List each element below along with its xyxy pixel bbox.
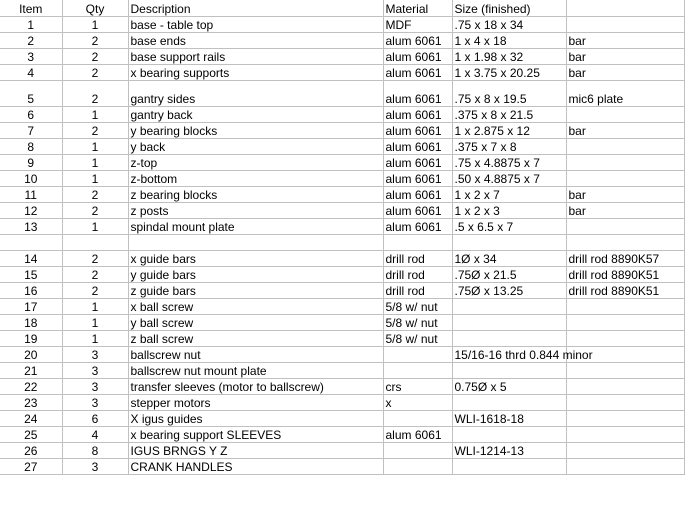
table-row: [0, 202, 684, 218]
empty-cell[interactable]: [383, 234, 452, 250]
size-cell[interactable]: [452, 314, 566, 330]
size-cell[interactable]: .75Ø x 21.5: [452, 266, 566, 282]
table-row: [0, 394, 684, 410]
item-cell[interactable]: 6: [0, 106, 62, 122]
size-cell[interactable]: .5 x 6.5 x 7: [452, 218, 566, 234]
note-cell[interactable]: [566, 442, 684, 458]
material-cell[interactable]: alum 6061: [383, 32, 452, 48]
item-cell[interactable]: 27: [0, 458, 62, 474]
description-cell[interactable]: gantry back: [128, 106, 383, 122]
description-cell[interactable]: y ball screw: [128, 314, 383, 330]
item-cell[interactable]: 9: [0, 154, 62, 170]
material-cell[interactable]: alum 6061: [383, 48, 452, 64]
material-cell[interactable]: drill rod: [383, 282, 452, 298]
table-row: [0, 442, 684, 458]
size-cell[interactable]: 1 x 3.75 x 20.25: [452, 64, 566, 80]
note-cell[interactable]: [566, 330, 684, 346]
header-row: [0, 0, 684, 16]
description-cell[interactable]: gantry sides: [128, 80, 383, 106]
size-cell[interactable]: .75 x 8 x 19.5: [452, 80, 566, 106]
material-cell[interactable]: [383, 442, 452, 458]
description-cell[interactable]: base ends: [128, 32, 383, 48]
column-header-note[interactable]: [566, 0, 684, 16]
note-cell[interactable]: [566, 298, 684, 314]
qty-cell[interactable]: 3: [62, 378, 128, 394]
size-cell[interactable]: 1 x 2 x 7: [452, 186, 566, 202]
table-row: [0, 410, 684, 426]
note-cell[interactable]: [566, 378, 684, 394]
qty-cell[interactable]: 1: [62, 16, 128, 32]
description-cell[interactable]: ballscrew nut: [128, 346, 383, 362]
description-cell[interactable]: x guide bars: [128, 250, 383, 266]
qty-cell[interactable]: 8: [62, 442, 128, 458]
table-row: [0, 378, 684, 394]
material-cell[interactable]: alum 6061: [383, 170, 452, 186]
description-cell[interactable]: ballscrew nut mount plate: [128, 362, 383, 378]
column-header-size[interactable]: Size (finished): [452, 0, 566, 16]
size-cell[interactable]: [452, 298, 566, 314]
description-cell[interactable]: z-top: [128, 154, 383, 170]
table-row: [0, 362, 684, 378]
note-cell[interactable]: [566, 138, 684, 154]
item-cell[interactable]: 14: [0, 250, 62, 266]
material-cell[interactable]: x: [383, 394, 452, 410]
size-cell[interactable]: [452, 394, 566, 410]
size-cell[interactable]: WLI-1214-13: [452, 442, 566, 458]
description-cell[interactable]: z bearing blocks: [128, 186, 383, 202]
qty-cell[interactable]: 2: [62, 202, 128, 218]
qty-cell[interactable]: 1: [62, 170, 128, 186]
material-cell[interactable]: [383, 362, 452, 378]
table-row: [0, 122, 684, 138]
material-cell[interactable]: alum 6061: [383, 154, 452, 170]
qty-cell[interactable]: 3: [62, 362, 128, 378]
size-cell[interactable]: .375 x 7 x 8: [452, 138, 566, 154]
item-cell[interactable]: 8: [0, 138, 62, 154]
description-cell[interactable]: z posts: [128, 202, 383, 218]
item-cell[interactable]: 3: [0, 48, 62, 64]
empty-cell[interactable]: [0, 234, 62, 250]
item-cell[interactable]: 18: [0, 314, 62, 330]
material-cell[interactable]: alum 6061: [383, 64, 452, 80]
size-cell[interactable]: 1Ø x 34: [452, 250, 566, 266]
table-row: [0, 48, 684, 64]
description-cell[interactable]: z-bottom: [128, 170, 383, 186]
material-cell[interactable]: crs: [383, 378, 452, 394]
description-cell[interactable]: X igus guides: [128, 410, 383, 426]
note-cell[interactable]: [566, 394, 684, 410]
table-row: [0, 250, 684, 266]
note-cell[interactable]: bar: [566, 202, 684, 218]
note-cell[interactable]: [566, 314, 684, 330]
item-cell[interactable]: 20: [0, 346, 62, 362]
description-cell[interactable]: transfer sleeves (motor to ballscrew): [128, 378, 383, 394]
size-cell[interactable]: .375 x 8 x 21.5: [452, 106, 566, 122]
qty-cell[interactable]: 1: [62, 138, 128, 154]
description-cell[interactable]: z guide bars: [128, 282, 383, 298]
size-cell[interactable]: .75Ø x 13.25: [452, 282, 566, 298]
description-cell[interactable]: CRANK HANDLES: [128, 458, 383, 474]
item-cell[interactable]: 24: [0, 410, 62, 426]
material-cell[interactable]: alum 6061: [383, 106, 452, 122]
table-row: [0, 282, 684, 298]
table-row: [0, 138, 684, 154]
material-cell[interactable]: drill rod: [383, 250, 452, 266]
material-cell[interactable]: alum 6061: [383, 426, 452, 442]
note-cell[interactable]: mic6 plate: [566, 80, 684, 106]
item-cell[interactable]: 23: [0, 394, 62, 410]
qty-cell[interactable]: 2: [62, 186, 128, 202]
material-cell[interactable]: alum 6061: [383, 80, 452, 106]
item-cell[interactable]: 15: [0, 266, 62, 282]
description-cell[interactable]: y bearing blocks: [128, 122, 383, 138]
description-cell[interactable]: IGUS BRNGS Y Z: [128, 442, 383, 458]
table-row: [0, 314, 684, 330]
column-header-description[interactable]: Description: [128, 0, 383, 16]
material-cell[interactable]: 5/8 w/ nut: [383, 298, 452, 314]
note-cell[interactable]: bar: [566, 122, 684, 138]
table-row: [0, 298, 684, 314]
note-cell[interactable]: [566, 154, 684, 170]
description-cell[interactable]: base - table top: [128, 16, 383, 32]
item-cell[interactable]: 19: [0, 330, 62, 346]
table-row: [0, 32, 684, 48]
note-cell[interactable]: drill rod 8890K51: [566, 282, 684, 298]
material-cell[interactable]: alum 6061: [383, 138, 452, 154]
note-cell[interactable]: drill rod 8890K57: [566, 250, 684, 266]
description-cell[interactable]: spindal mount plate: [128, 218, 383, 234]
item-cell[interactable]: 25: [0, 426, 62, 442]
item-cell[interactable]: 4: [0, 64, 62, 80]
description-cell[interactable]: z ball screw: [128, 330, 383, 346]
material-cell[interactable]: [383, 458, 452, 474]
empty-cell[interactable]: [452, 234, 566, 250]
table-row: [0, 80, 684, 106]
table-row: [0, 106, 684, 122]
qty-cell[interactable]: 1: [62, 314, 128, 330]
qty-cell[interactable]: 1: [62, 298, 128, 314]
size-cell[interactable]: [452, 426, 566, 442]
qty-cell[interactable]: 6: [62, 410, 128, 426]
size-cell[interactable]: .75 x 18 x 34: [452, 16, 566, 32]
size-cell[interactable]: 0.75Ø x 5: [452, 378, 566, 394]
note-cell[interactable]: drill rod 8890K51: [566, 266, 684, 282]
note-cell[interactable]: bar: [566, 64, 684, 80]
table-row: [0, 186, 684, 202]
item-cell[interactable]: 11: [0, 186, 62, 202]
size-cell[interactable]: 1 x 1.98 x 32: [452, 48, 566, 64]
description-cell[interactable]: x bearing support SLEEVES: [128, 426, 383, 442]
description-cell[interactable]: y back: [128, 138, 383, 154]
qty-cell[interactable]: 1: [62, 218, 128, 234]
item-cell[interactable]: 7: [0, 122, 62, 138]
item-cell[interactable]: 21: [0, 362, 62, 378]
qty-cell[interactable]: 2: [62, 250, 128, 266]
qty-cell[interactable]: 1: [62, 106, 128, 122]
size-cell[interactable]: 1 x 4 x 18: [452, 32, 566, 48]
material-cell[interactable]: drill rod: [383, 266, 452, 282]
material-cell[interactable]: 5/8 w/ nut: [383, 314, 452, 330]
size-cell[interactable]: .50 x 4.8875 x 7: [452, 170, 566, 186]
note-cell[interactable]: bar: [566, 32, 684, 48]
item-cell[interactable]: 13: [0, 218, 62, 234]
material-cell[interactable]: 5/8 w/ nut: [383, 330, 452, 346]
qty-cell[interactable]: 2: [62, 32, 128, 48]
qty-cell[interactable]: 2: [62, 282, 128, 298]
description-cell[interactable]: base support rails: [128, 48, 383, 64]
size-cell[interactable]: .75 x 4.8875 x 7: [452, 154, 566, 170]
qty-cell[interactable]: 2: [62, 48, 128, 64]
material-cell[interactable]: alum 6061: [383, 186, 452, 202]
qty-cell[interactable]: 1: [62, 154, 128, 170]
note-cell[interactable]: [566, 362, 684, 378]
item-cell[interactable]: 17: [0, 298, 62, 314]
column-header-item[interactable]: Item: [0, 0, 62, 16]
qty-cell[interactable]: 3: [62, 346, 128, 362]
size-cell[interactable]: [452, 458, 566, 474]
item-cell[interactable]: 16: [0, 282, 62, 298]
qty-cell[interactable]: 2: [62, 80, 128, 106]
material-cell[interactable]: [383, 410, 452, 426]
table-row: [0, 16, 684, 32]
empty-cell[interactable]: [128, 234, 383, 250]
item-cell[interactable]: 26: [0, 442, 62, 458]
item-cell[interactable]: 22: [0, 378, 62, 394]
note-cell[interactable]: [566, 458, 684, 474]
size-cell[interactable]: 1 x 2 x 3: [452, 202, 566, 218]
item-cell[interactable]: 1: [0, 16, 62, 32]
note-cell[interactable]: bar: [566, 186, 684, 202]
description-cell[interactable]: x bearing supports: [128, 64, 383, 80]
material-cell[interactable]: alum 6061: [383, 122, 452, 138]
note-cell[interactable]: [566, 106, 684, 122]
qty-cell[interactable]: 2: [62, 266, 128, 282]
size-cell[interactable]: [452, 362, 566, 378]
size-cell[interactable]: 1 x 2.875 x 12: [452, 122, 566, 138]
description-cell[interactable]: x ball screw: [128, 298, 383, 314]
table-row: [0, 426, 684, 442]
table-row: [0, 154, 684, 170]
table-row: [0, 266, 684, 282]
qty-cell[interactable]: 3: [62, 458, 128, 474]
qty-cell[interactable]: 2: [62, 122, 128, 138]
note-cell[interactable]: [566, 170, 684, 186]
item-cell[interactable]: 12: [0, 202, 62, 218]
column-header-qty[interactable]: Qty: [62, 0, 128, 16]
qty-cell[interactable]: 4: [62, 426, 128, 442]
note-cell[interactable]: bar: [566, 48, 684, 64]
material-cell[interactable]: MDF: [383, 16, 452, 32]
note-cell[interactable]: [566, 426, 684, 442]
material-cell[interactable]: [383, 346, 452, 362]
table-row: [0, 458, 684, 474]
empty-cell[interactable]: [566, 234, 684, 250]
qty-cell[interactable]: 1: [62, 330, 128, 346]
description-cell[interactable]: y guide bars: [128, 266, 383, 282]
qty-cell[interactable]: 3: [62, 394, 128, 410]
table-row: [0, 330, 684, 346]
table-row: [0, 170, 684, 186]
material-cell[interactable]: alum 6061: [383, 218, 452, 234]
size-cell[interactable]: [452, 330, 566, 346]
size-cell[interactable]: 15/16-16 thrd 0.844 minor: [452, 346, 566, 362]
note-cell[interactable]: [566, 218, 684, 234]
size-cell[interactable]: WLI-1618-18: [452, 410, 566, 426]
empty-cell[interactable]: [62, 234, 128, 250]
material-cell[interactable]: alum 6061: [383, 202, 452, 218]
table-row: [0, 64, 684, 80]
empty-row: [0, 234, 684, 250]
item-cell[interactable]: 5: [0, 80, 62, 106]
table-row: [0, 346, 684, 362]
item-cell[interactable]: 10: [0, 170, 62, 186]
column-header-material[interactable]: Material: [383, 0, 452, 16]
description-cell[interactable]: stepper motors: [128, 394, 383, 410]
item-cell[interactable]: 2: [0, 32, 62, 48]
table-row: [0, 218, 684, 234]
note-cell[interactable]: [566, 16, 684, 32]
qty-cell[interactable]: 2: [62, 64, 128, 80]
note-cell[interactable]: [566, 410, 684, 426]
